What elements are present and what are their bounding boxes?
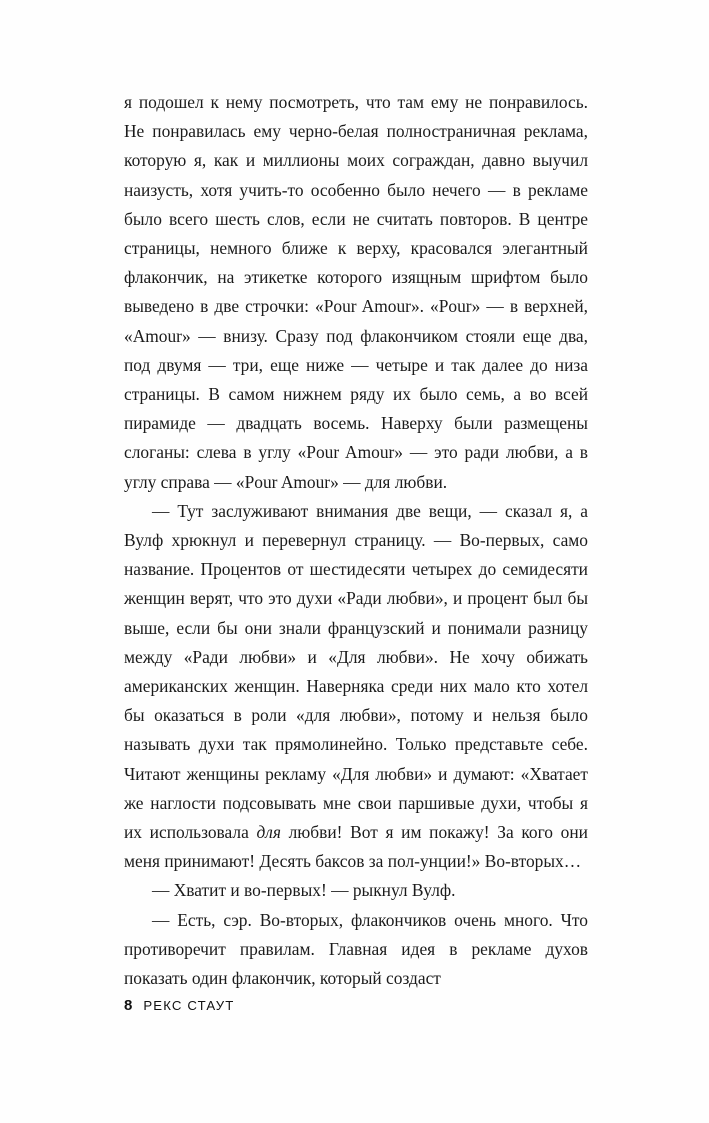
running-head-author: РЕКС СТАУТ (143, 998, 235, 1013)
paragraph-3: — Хватит и во-первых! — рыкнул Вулф. (152, 880, 456, 901)
body-text-column (124, 88, 588, 993)
paragraph-2-part-2: любви! Вот я им покажу! За кого они меня принимают! Десять баксов за пол-унции!» Во-вторых… (124, 822, 588, 872)
page-footer (124, 997, 594, 1014)
paragraph-2-emphasis: для (256, 822, 281, 843)
paragraph-1: я подошел к нему посмотреть, что там ему не понравилось. Не понравилась ему черно-белая полностраничная реклама, которую я, как и миллионы моих сограждан, давно выучил наизусть, хотя учить-то особенно было нечего — в рекламе было всего шесть слов, если не считать повторов. В центре страницы, немного ближе к верху, красовался элегантный флакончик, на этикетке которого изящным шрифтом было выведено в две строчки: «Pour Amour». «Pour» — в верхней, «Amour» — внизу. Сразу под флакончиком стояли еще два, под двумя — три, еще ниже — четыре и так далее до низа страницы. В самом нижнем ряду их было семь, а во всей пирамиде — двадцать восемь. Наверху были размещены слоганы: слева в углу «Pour Amour» — это ради любви, а в углу справа — «Pour Amour» — для любви. (124, 92, 588, 492)
page-number: 8 (124, 997, 133, 1014)
paragraph-2 (124, 497, 588, 877)
paragraph-2-part-1: — Тут заслуживают внимания две вещи, — сказал я, а Вулф хрюкнул и перевернул страницу. — Во-первых, само название. Процентов от шестидесяти четырех до семидесяти женщин верят, что это духи «Ради любви», и процент был бы выше, если бы они знали французский и понимали разницу между «Ради любви» и «Для любви». Не хочу обижать американских женщин. Наверняка среди них мало кто хотел бы оказаться в роли «для любви», потому и нельзя было называть духи так прямолинейно. Только представьте себе. Читают женщины рекламу «Для любви» и думают: «Хватает же наглости подсовывать мне свои паршивые духи, чтобы я их использовала (124, 500, 588, 843)
paragraph-4: — Есть, сэр. Во-вторых, флакончиков очень много. Что противоречит правилам. Главная идея в рекламе духов показать один флакончик, который создаст (124, 909, 588, 989)
